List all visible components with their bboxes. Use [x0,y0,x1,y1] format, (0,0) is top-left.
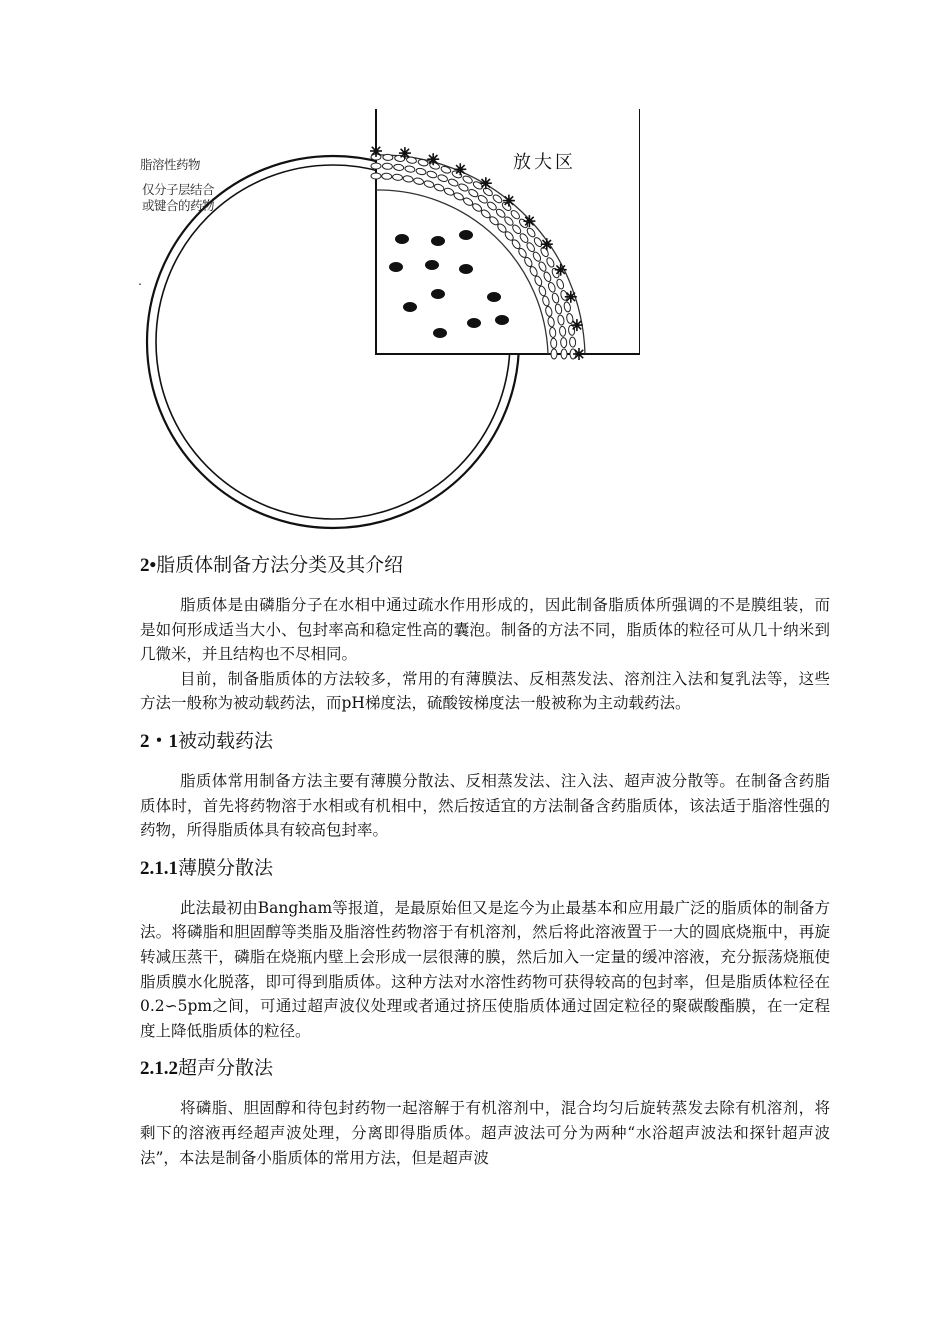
label-zoom-area: 放大区 [513,152,576,173]
aqueous-drug-dot [395,234,409,244]
lipid-drug-star [541,238,553,250]
heading-number: 2• [140,555,157,576]
document-body [140,552,830,1170]
paragraph: 将磷脂、胆固醇和待包封药物一起溶解于有机溶剂中，混合均匀后旋转蒸发去除有机溶剂，将剩下的溶液再经超声波处理，分离即得脂质体。超声波法可分为两种“水浴超声波法和探针超声波法”，本法是制备小脂质体的常用方法，但是超声波 [140,1099,830,1167]
lipid-head [550,338,557,348]
lipid-head [382,163,392,170]
section-heading [140,855,830,882]
section-thin-film [140,855,830,1044]
lipid-drug-star [480,177,492,189]
aqueous-drug-dot [425,260,439,270]
lipid-drug-star [503,195,515,207]
section-passive-loading [140,728,830,843]
lipid-drug-star [523,215,535,227]
lipid-head [382,173,392,180]
section-heading [140,552,830,579]
aqueous-drug-dot [403,302,417,312]
lipid-head [560,337,567,347]
label-bound-drug-line1: 仅分子层结合 [142,182,215,197]
label-lipid-soluble-drug: 脂溶性药物 [140,157,201,172]
aqueous-drug-dot [487,292,501,302]
lipid-head [371,173,381,179]
lipid-head [371,163,381,169]
lipid-drug-star [571,319,583,331]
section-heading [140,728,830,755]
stray-dot: . [138,273,142,288]
heading-text: 薄膜分散法 [178,856,274,879]
heading-text: 超声分散法 [178,1057,274,1080]
label-bound-drug-line2: 或键合的药物 [142,198,215,213]
section-heading [140,1055,830,1082]
lipid-head [551,349,557,359]
paragraph: 脂质体常用制备方法主要有薄膜分散法、反相蒸发法、注入法、超声波分散等。在制备含药脂质体时，首先将药物溶于水相或有机相中，然后按适宜的方法制备含药脂质体，该法适于脂溶性强的药物，所得脂质体具有较高包封率。 [140,771,830,840]
paragraph: 此法最初由Bangham等报道，是最原始但又是迄今为止最基本和应用最广泛的脂质体的制备方法。将磷脂和胆固醇等类脂及脂溶性药物溶于有机溶剂，然后将此溶液置于一大的圆底烧瓶中，再旋转减压蒸干，磷脂在烧瓶内壁上会形成一层很薄的膜，然后加入一定量的缓冲溶液，充分振荡烧瓶使脂质膜水化脱落，即可得到脂质体。这种方法对水溶性药物可获得较高的包封率，但是脂质体粒径在0.2∽5pm之间，可通过超声波仪处理或者通过挤压使脂质体通过固定粒径的聚碳酸酯膜，在一定程度上降低脂质体的粒径。 [140,898,830,1040]
heading-text: 被动载药法 [178,729,274,752]
paragraph: 目前，制备脂质体的方法较多，常用的有薄膜法、反相蒸发法、溶剂注入法和复乳法等，这些方法一般称为被动载药法，而pH梯度法，硫酸铵梯度法一般被称为主动载药法。 [140,669,830,713]
aqueous-drug-dot [433,328,447,338]
lipid-head [383,154,393,161]
aqueous-drug-dot [459,230,473,240]
aqueous-drug-dot [495,315,509,325]
aqueous-drug-dot [431,236,445,246]
lipid-head [569,337,576,347]
aqueous-drug-dot [389,262,403,272]
lipid-head [561,349,567,359]
aqueous-drug-dot [459,264,473,274]
section-ultrasonic [140,1055,830,1170]
heading-text: 脂质体制备方法分类及其介绍 [156,554,404,576]
aqueous-drug-dot [467,318,481,328]
heading-number: 2・1 [140,730,179,752]
heading-number: 2.1.1 [140,857,178,879]
paragraph: 脂质体是由磷脂分子在水相中通过疏水作用形成的，因此制备脂质体所强调的不是膜组装，而是如何形成适当大小、包封率高和稳定性高的囊泡。制备的方法不同，脂质体的粒径可从几十纳米到几微米，并且结构也不尽相同。 [140,596,830,664]
section-preparation-methods [140,552,830,716]
heading-number: 2.1.2 [140,1058,178,1080]
aqueous-drug-dot [431,289,445,299]
